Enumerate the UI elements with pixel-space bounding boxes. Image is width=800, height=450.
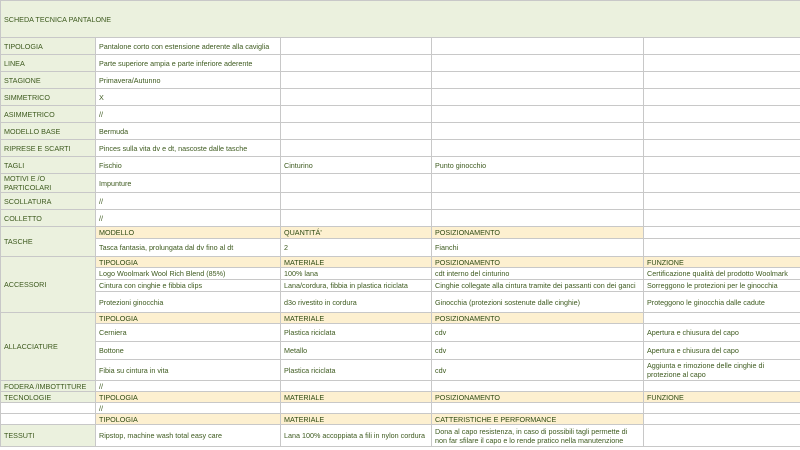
tasche-header-quantita: QUANTITÁ' [281, 227, 432, 239]
value-scollatura: // [96, 193, 281, 210]
tasche-modello: Tasca fantasia, prolungata dal dv fino al dt [96, 239, 281, 257]
allacciature-2-materiale: Plastica riciclata [281, 360, 432, 381]
allacciature-header-materiale: MATERIALE [281, 313, 432, 324]
label-accessori: ACCESSORI [1, 257, 96, 313]
allacciature-row [1, 360, 800, 381]
accessori-row [1, 280, 800, 292]
allacciature-1-materiale: Metallo [281, 342, 432, 360]
row-motivi [1, 174, 800, 193]
allacciature-2-tipologia: Fibia su cintura in vita [96, 360, 281, 381]
row-stagione [1, 72, 800, 89]
tasche-row [1, 239, 800, 257]
tecnologie-row [1, 403, 800, 414]
row-modello-base [1, 123, 800, 140]
row-asimmetrico [1, 106, 800, 123]
allacciature-2-funzione: Aggiunta e rimozione delle cinghie di protezione al capo [644, 360, 800, 381]
row-tagli [1, 157, 800, 174]
accessori-0-funzione: Certificazione qualità del prodotto Woolmark [644, 268, 800, 280]
tessuti-header-tipologia: TIPOLOGIA [96, 414, 281, 425]
value-tagli-3: Punto ginocchio [432, 157, 644, 174]
tessuti-header-caratteristiche: CATTERISTICHE E PERFORMANCE [432, 414, 644, 425]
tecnologie-header-posizionamento: POSIZIONAMENTO [432, 392, 644, 403]
sheet-title: SCHEDA TECNICA PANTALONE [1, 1, 800, 38]
row-linea [1, 55, 800, 72]
allacciature-0-tipologia: Cerniera [96, 324, 281, 342]
allacciature-2-posizionamento: cdv [432, 360, 644, 381]
accessori-1-funzione: Sorreggono le protezioni per le ginocchia [644, 280, 800, 292]
accessori-2-posizionamento: Ginocchia (protezioni sostenute dalle cinghie) [432, 292, 644, 313]
label-stagione: STAGIONE [1, 72, 96, 89]
value-stagione: Primavera/Autunno [96, 72, 281, 89]
accessori-2-materiale: d3o rivestito in cordura [281, 292, 432, 313]
accessori-1-tipologia: Cintura con cinghie e fibbia clips [96, 280, 281, 292]
tecnologie-header-materiale: MATERIALE [281, 392, 432, 403]
value-tipologia: Pantalone corto con estensione aderente alla caviglia [96, 38, 281, 55]
value-tagli-2: Cinturino [281, 157, 432, 174]
value-riprese: Pinces sulla vita dv e dt, nascoste dalle tasche [96, 140, 281, 157]
allacciature-header-posizionamento: POSIZIONAMENTO [432, 313, 644, 324]
allacciature-1-tipologia: Bottone [96, 342, 281, 360]
allacciature-row [1, 324, 800, 342]
label-simmetrico: SIMMETRICO [1, 89, 96, 106]
label-linea: LINEA [1, 55, 96, 72]
label-fodera: FODERA /IMBOTTITURE [1, 381, 96, 392]
tessuti-tipologia: Ripstop, machine wash total easy care [96, 425, 281, 447]
label-modello-base: MODELLO BASE [1, 123, 96, 140]
row-simmetrico [1, 89, 800, 106]
label-tipologia: TIPOLOGIA [1, 38, 96, 55]
allacciature-header-tipologia: TIPOLOGIA [96, 313, 281, 324]
accessori-2-tipologia: Protezioni ginocchia [96, 292, 281, 313]
title-row [1, 1, 800, 38]
tasche-posizionamento: Fianchi [432, 239, 644, 257]
allacciature-header-row [1, 313, 800, 324]
label-colletto: COLLETTO [1, 210, 96, 227]
accessori-0-posizionamento: cdt interno del cinturino [432, 268, 644, 280]
value-motivi: Impunture [96, 174, 281, 193]
accessori-1-posizionamento: Cinghie collegate alla cintura tramite dei passanti con dei ganci [432, 280, 644, 292]
row-fodera [1, 381, 800, 392]
accessori-2-funzione: Proteggono le ginocchia dalle cadute [644, 292, 800, 313]
row-scollatura [1, 193, 800, 210]
allacciature-0-posizionamento: cdv [432, 324, 644, 342]
tasche-quantita: 2 [281, 239, 432, 257]
tessuti-header-row [1, 414, 800, 425]
accessori-0-tipologia: Logo Woolmark Wool Rich Blend (85%) [96, 268, 281, 280]
allacciature-0-materiale: Plastica riciclata [281, 324, 432, 342]
value-asimmetrico: // [96, 106, 281, 123]
accessori-0-materiale: 100% lana [281, 268, 432, 280]
accessori-row [1, 292, 800, 313]
value-fodera: // [96, 381, 281, 392]
label-motivi: MOTIVI E /O PARTICOLARI [1, 174, 96, 193]
allacciature-0-funzione: Apertura e chiusura del capo [644, 324, 800, 342]
accessori-1-materiale: Lana/cordura, fibbia in plastica riciclata [281, 280, 432, 292]
label-scollatura: SCOLLATURA [1, 193, 96, 210]
accessori-header-posizionamento: POSIZIONAMENTO [432, 257, 644, 268]
allacciature-1-funzione: Apertura e chiusura del capo [644, 342, 800, 360]
tecnologie-header-tipologia: TIPOLOGIA [96, 392, 281, 403]
value-simmetrico: X [96, 89, 281, 106]
value-tecnologie: // [96, 403, 281, 414]
value-colletto: // [96, 210, 281, 227]
tecnologie-header-row [1, 392, 800, 403]
label-allacciature: ALLACCIATURE [1, 313, 96, 381]
label-tecnologie: TECNOLOGIE [1, 392, 96, 403]
tessuti-materiale: Lana 100% accoppiata a fili in nylon cordura [281, 425, 432, 447]
label-riprese: RIPRESE E SCARTI [1, 140, 96, 157]
value-linea: Parte superiore ampia e parte inferiore aderente [96, 55, 281, 72]
tasche-header-modello: MODELLO [96, 227, 281, 239]
value-tagli-1: Fischio [96, 157, 281, 174]
tasche-header-row [1, 227, 800, 239]
accessori-header-row [1, 257, 800, 268]
value-modello-base: Bermuda [96, 123, 281, 140]
tessuti-caratteristiche: Dona al capo resistenza, in caso di possibili tagli permette di non far sfilare il capo e lo rende pratico nella manutenzione [432, 425, 644, 447]
row-tipologia [1, 38, 800, 55]
row-riprese [1, 140, 800, 157]
label-tagli: TAGLI [1, 157, 96, 174]
tessuti-header-materiale: MATERIALE [281, 414, 432, 425]
accessori-header-materiale: MATERIALE [281, 257, 432, 268]
accessori-row [1, 268, 800, 280]
row-colletto [1, 210, 800, 227]
label-tessuti: TESSUTI [1, 425, 96, 447]
accessori-header-tipologia: TIPOLOGIA [96, 257, 281, 268]
tecnologie-header-funzione: FUNZIONE [644, 392, 800, 403]
allacciature-1-posizionamento: cdv [432, 342, 644, 360]
label-tasche: TASCHE [1, 227, 96, 257]
accessori-header-funzione: FUNZIONE [644, 257, 800, 268]
tasche-header-posizionamento: POSIZIONAMENTO [432, 227, 644, 239]
allacciature-row [1, 342, 800, 360]
label-asimmetrico: ASIMMETRICO [1, 106, 96, 123]
tessuti-row [1, 425, 800, 447]
